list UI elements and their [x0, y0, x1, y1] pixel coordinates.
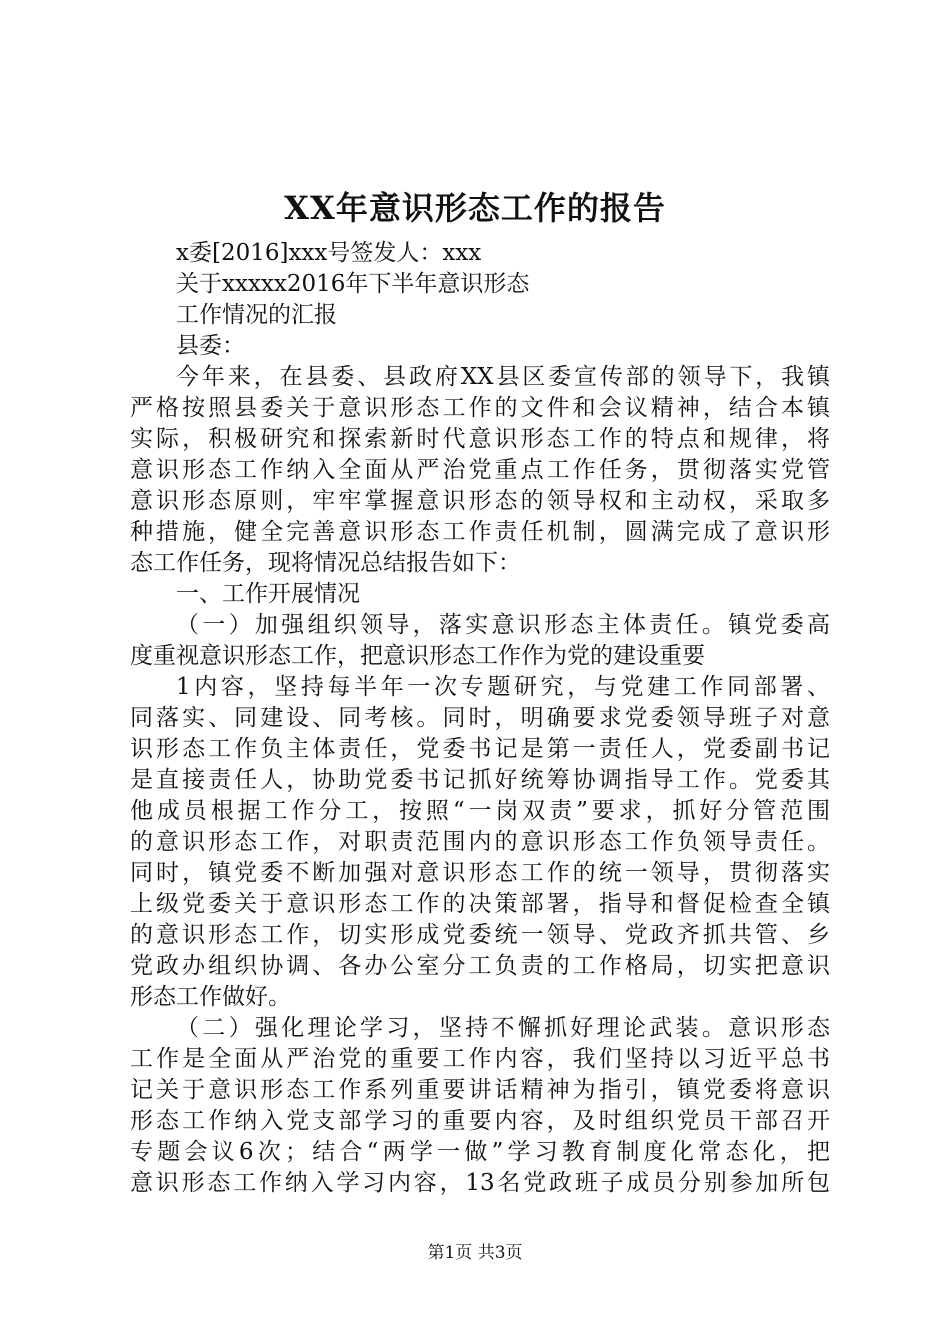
body-line: 种措施，健全完善意识形态工作责任机制，圆满完成了意识形 [130, 519, 830, 545]
body-line: 意识形态原则，牢牢掌握意识形态的领导权和主动权，采取多 [130, 488, 830, 514]
body-line: 同时，镇党委不断加强对意识形态工作的统一领导，贯彻落实 [130, 860, 830, 886]
body-line: 今年来，在县委、县政府XX县区委宣传部的领导下，我镇 [176, 364, 830, 390]
body-line: 是直接责任人，协助党委书记抓好统筹协调指导工作。党委其 [130, 767, 830, 793]
body-line: 的意识形态工作，对职责范围内的意识形态工作负领导责任。 [130, 829, 830, 855]
body-line: x委[2016]xxx号签发人：xxx [176, 240, 482, 266]
body-line: 党政办组织协调、各办公室分工负责的工作格局，切实把意识 [130, 953, 830, 979]
body-line: 专题会议6次；结合“两学一做”学习教育制度化常态化，把 [130, 1139, 830, 1165]
body-line: 意识形态工作纳入全面从严治党重点工作任务，贯彻落实党管 [130, 457, 830, 483]
body-line: 识形态工作负主体责任，党委书记是第一责任人，党委副书记 [130, 736, 830, 762]
body-line: （一）加强组织领导，落实意识形态主体责任。镇党委高 [176, 612, 830, 638]
body-line: 严格按照县委关于意识形态工作的文件和会议精神，结合本镇 [130, 395, 830, 421]
body-line: 形态工作纳入党支部学习的重要内容，及时组织党员干部召开 [130, 1108, 830, 1134]
body-line: 关于xxxxx2016年下半年意识形态 [176, 271, 530, 297]
body-line: 记关于意识形态工作系列重要讲话精神为指引，镇党委将意识 [130, 1077, 830, 1103]
body-line: 同落实、同建设、同考核。同时，明确要求党委领导班子对意 [130, 705, 830, 731]
body-line: 1内容，坚持每半年一次专题研究，与党建工作同部署、 [176, 674, 830, 700]
body-line: 态工作任务，现将情况总结报告如下： [130, 550, 521, 576]
body-line: 意识形态工作纳入学习内容，13名党政班子成员分别参加所包 [130, 1170, 830, 1196]
body-line: 的意识形态工作，切实形成党委统一领导、党政齐抓共管、乡 [130, 922, 830, 948]
body-line: （二）强化理论学习，坚持不懈抓好理论武装。意识形态 [176, 1015, 830, 1041]
document-body [130, 238, 830, 1199]
document-title: XX年意识形态工作的报告 [284, 189, 666, 227]
body-line: 工作情况的汇报 [176, 302, 337, 328]
body-line: 上级党委关于意识形态工作的决策部署，指导和督促检查全镇 [130, 891, 830, 917]
body-line: 县委： [176, 333, 245, 359]
body-line: 工作是全面从严治党的重要工作内容，我们坚持以习近平总书 [130, 1046, 830, 1072]
body-line: 度重视意识形态工作，把意识形态工作作为党的建设重要 [130, 643, 705, 669]
body-line: 他成员根据工作分工，按照“一岗双责”要求，抓好分管范围 [130, 798, 830, 824]
body-line: 实际，积极研究和探索新时代意识形态工作的特点和规律，将 [130, 426, 830, 452]
body-line: 形态工作做好。 [130, 984, 291, 1010]
page-footer: 第1页 共3页 [427, 1243, 523, 1263]
body-line: 一、工作开展情况 [176, 581, 360, 607]
